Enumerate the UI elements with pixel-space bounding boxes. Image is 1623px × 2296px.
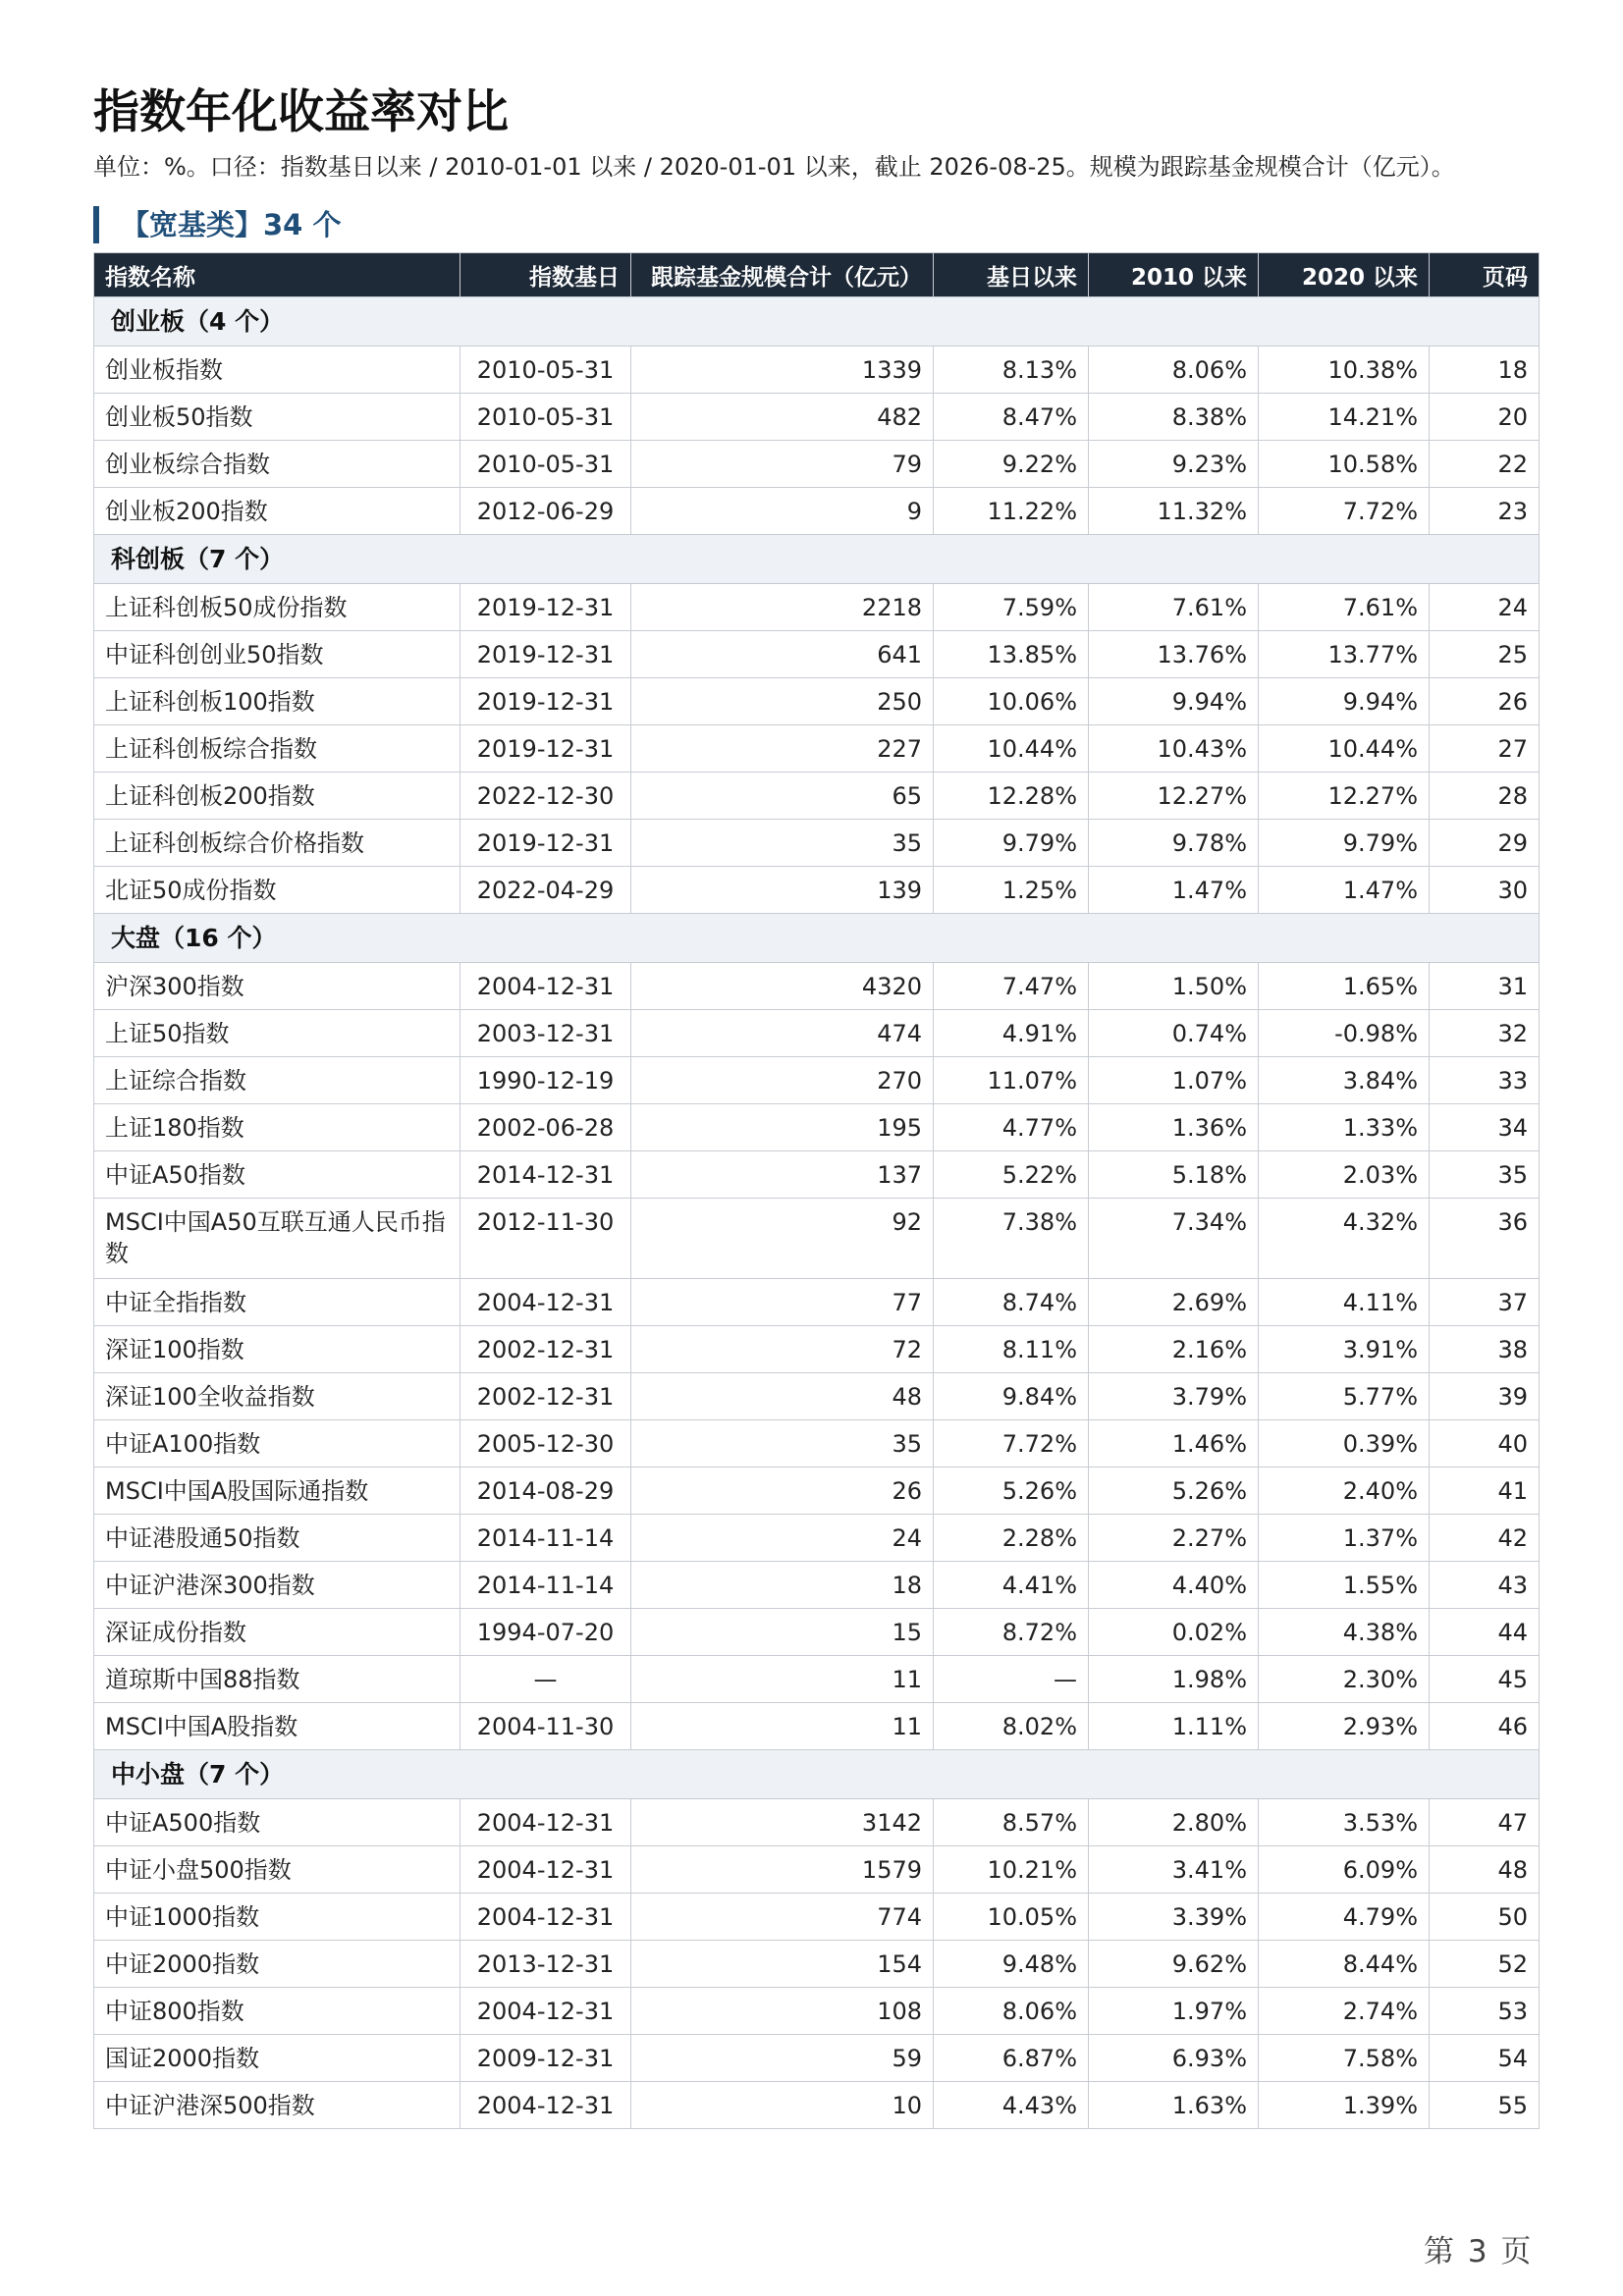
page-cell: 24 (1430, 584, 1540, 631)
since-2020-cell: 0.39% (1259, 1420, 1430, 1468)
base-date-cell: 2004-12-31 (460, 1894, 631, 1941)
index-name-cell: 深证100全收益指数 (94, 1373, 460, 1420)
base-date-cell: 2019-12-31 (460, 584, 631, 631)
base-date-cell: 2010-05-31 (460, 394, 631, 441)
group-header-row (94, 1750, 1540, 1799)
base-date-cell: 2014-11-14 (460, 1515, 631, 1562)
since-2010-cell: 1.98% (1089, 1656, 1259, 1703)
fund-size-cell: 10 (631, 2082, 934, 2129)
page-cell: 54 (1430, 2035, 1540, 2082)
index-name-cell: MSCI中国A股国际通指数 (94, 1468, 460, 1515)
since-base-cell: 4.43% (934, 2082, 1089, 2129)
base-date-cell: 2004-12-31 (460, 1279, 631, 1326)
since-base-cell: 8.02% (934, 1703, 1089, 1750)
since-2010-cell: 2.80% (1089, 1799, 1259, 1846)
base-date-cell: 2005-12-30 (460, 1420, 631, 1468)
column-header-index-name: 指数名称 (94, 253, 460, 297)
since-base-cell: 13.85% (934, 631, 1089, 678)
page-cell: 53 (1430, 1988, 1540, 2035)
since-base-cell: 4.41% (934, 1562, 1089, 1609)
since-2020-cell: 5.77% (1259, 1373, 1430, 1420)
fund-size-cell: 482 (631, 394, 934, 441)
since-2010-cell: 5.18% (1089, 1151, 1259, 1199)
fund-size-cell: 195 (631, 1104, 934, 1151)
base-date-cell: 2002-12-31 (460, 1373, 631, 1420)
base-date-cell: 2010-05-31 (460, 441, 631, 488)
since-2020-cell: 2.74% (1259, 1988, 1430, 2035)
table-row (94, 1703, 1540, 1750)
since-2010-cell: 2.27% (1089, 1515, 1259, 1562)
since-base-cell: 7.59% (934, 584, 1089, 631)
table-row (94, 584, 1540, 631)
since-2010-cell: 0.02% (1089, 1609, 1259, 1656)
page-cell: 52 (1430, 1941, 1540, 1988)
page-cell: 55 (1430, 2082, 1540, 2129)
table-body (94, 297, 1540, 2129)
index-name-cell: 创业板50指数 (94, 394, 460, 441)
since-2010-cell: 2.16% (1089, 1326, 1259, 1373)
index-name-cell: 深证成份指数 (94, 1609, 460, 1656)
page-cell: 34 (1430, 1104, 1540, 1151)
group-header-row (94, 914, 1540, 963)
index-name-cell: 中证小盘500指数 (94, 1846, 460, 1894)
base-date-cell: 2014-11-14 (460, 1562, 631, 1609)
since-2020-cell: -0.98% (1259, 1010, 1430, 1057)
fund-size-cell: 92 (631, 1199, 934, 1279)
since-2010-cell: 0.74% (1089, 1010, 1259, 1057)
index-name-cell: 上证科创板200指数 (94, 773, 460, 820)
page-cell: 40 (1430, 1420, 1540, 1468)
since-base-cell: 7.72% (934, 1420, 1089, 1468)
index-return-table-container (93, 252, 1539, 2129)
since-2010-cell: 7.61% (1089, 584, 1259, 631)
since-base-cell: 9.79% (934, 820, 1089, 867)
page-cell: 35 (1430, 1151, 1540, 1199)
fund-size-cell: 11 (631, 1656, 934, 1703)
group-label: 科创板（7 个） (94, 535, 1540, 584)
index-name-cell: 上证科创板综合指数 (94, 725, 460, 773)
base-date-cell: 2002-12-31 (460, 1326, 631, 1373)
since-2010-cell: 8.38% (1089, 394, 1259, 441)
since-base-cell: 4.77% (934, 1104, 1089, 1151)
column-header-fund-size: 跟踪基金规模合计（亿元） (631, 253, 934, 297)
index-name-cell: 中证科创创业50指数 (94, 631, 460, 678)
fund-size-cell: 15 (631, 1609, 934, 1656)
page-cell: 36 (1430, 1199, 1540, 1279)
since-2020-cell: 3.91% (1259, 1326, 1430, 1373)
since-base-cell: 10.05% (934, 1894, 1089, 1941)
table-row (94, 1799, 1540, 1846)
base-date-cell: 2019-12-31 (460, 678, 631, 725)
table-header-row (94, 253, 1540, 297)
page-cell: 26 (1430, 678, 1540, 725)
index-name-cell: 深证100指数 (94, 1326, 460, 1373)
fund-size-cell: 108 (631, 1988, 934, 2035)
table-row (94, 1199, 1540, 1279)
column-header-since-base: 基日以来 (934, 253, 1089, 297)
table-row (94, 1988, 1540, 2035)
base-date-cell: 2013-12-31 (460, 1941, 631, 1988)
fund-size-cell: 474 (631, 1010, 934, 1057)
page-cell: 32 (1430, 1010, 1540, 1057)
page-cell: 20 (1430, 394, 1540, 441)
since-2020-cell: 1.37% (1259, 1515, 1430, 1562)
table-row (94, 1941, 1540, 1988)
since-base-cell: 9.84% (934, 1373, 1089, 1420)
table-row (94, 725, 1540, 773)
table-row (94, 678, 1540, 725)
base-date-cell: 2012-06-29 (460, 488, 631, 535)
since-2020-cell: 1.47% (1259, 867, 1430, 914)
index-name-cell: MSCI中国A50互联互通人民币指数 (94, 1199, 460, 1279)
page-cell: 25 (1430, 631, 1540, 678)
fund-size-cell: 48 (631, 1373, 934, 1420)
since-base-cell: 5.22% (934, 1151, 1089, 1199)
since-base-cell: 8.74% (934, 1279, 1089, 1326)
table-row (94, 1279, 1540, 1326)
page-cell: 38 (1430, 1326, 1540, 1373)
since-2020-cell: 4.32% (1259, 1199, 1430, 1279)
group-header-row (94, 297, 1540, 347)
since-base-cell: 8.72% (934, 1609, 1089, 1656)
base-date-cell: 1990-12-19 (460, 1057, 631, 1104)
base-date-cell: 2010-05-31 (460, 347, 631, 394)
since-2010-cell: 1.11% (1089, 1703, 1259, 1750)
fund-size-cell: 1579 (631, 1846, 934, 1894)
since-base-cell: 4.91% (934, 1010, 1089, 1057)
base-date-cell: 2004-12-31 (460, 1988, 631, 2035)
since-2020-cell: 12.27% (1259, 773, 1430, 820)
since-2020-cell: 8.44% (1259, 1941, 1430, 1988)
fund-size-cell: 59 (631, 2035, 934, 2082)
table-row (94, 394, 1540, 441)
base-date-cell: 2014-12-31 (460, 1151, 631, 1199)
base-date-cell: 2022-12-30 (460, 773, 631, 820)
page-cell: 39 (1430, 1373, 1540, 1420)
table-row (94, 1057, 1540, 1104)
since-2020-cell: 13.77% (1259, 631, 1430, 678)
since-2020-cell: 3.84% (1259, 1057, 1430, 1104)
index-name-cell: 国证2000指数 (94, 2035, 460, 2082)
index-name-cell: 中证全指指数 (94, 1279, 460, 1326)
fund-size-cell: 26 (631, 1468, 934, 1515)
since-base-cell: 1.25% (934, 867, 1089, 914)
table-row (94, 1373, 1540, 1420)
page-cell: 31 (1430, 963, 1540, 1010)
column-header-since-2010: 2010 以来 (1089, 253, 1259, 297)
group-header-row (94, 535, 1540, 584)
index-name-cell: 中证沪港深500指数 (94, 2082, 460, 2129)
page-cell: 50 (1430, 1894, 1540, 1941)
since-2020-cell: 9.79% (1259, 820, 1430, 867)
page-cell: 30 (1430, 867, 1540, 914)
index-name-cell: 中证A100指数 (94, 1420, 460, 1468)
page-cell: 27 (1430, 725, 1540, 773)
since-2020-cell: 10.38% (1259, 347, 1430, 394)
table-row (94, 2035, 1540, 2082)
since-base-cell: 11.22% (934, 488, 1089, 535)
since-2020-cell: 9.94% (1259, 678, 1430, 725)
since-2020-cell: 1.33% (1259, 1104, 1430, 1151)
since-base-cell: 10.21% (934, 1846, 1089, 1894)
since-2010-cell: 9.62% (1089, 1941, 1259, 1988)
table-row (94, 347, 1540, 394)
since-2010-cell: 13.76% (1089, 631, 1259, 678)
fund-size-cell: 2218 (631, 584, 934, 631)
fund-size-cell: 774 (631, 1894, 934, 1941)
since-2010-cell: 9.78% (1089, 820, 1259, 867)
since-base-cell: 9.48% (934, 1941, 1089, 1988)
table-row (94, 1846, 1540, 1894)
since-2010-cell: 2.69% (1089, 1279, 1259, 1326)
since-2020-cell: 10.44% (1259, 725, 1430, 773)
since-base-cell: 7.38% (934, 1199, 1089, 1279)
since-2010-cell: 1.36% (1089, 1104, 1259, 1151)
since-base-cell: 7.47% (934, 963, 1089, 1010)
fund-size-cell: 139 (631, 867, 934, 914)
page-cell: 28 (1430, 773, 1540, 820)
page-cell: 46 (1430, 1703, 1540, 1750)
fund-size-cell: 250 (631, 678, 934, 725)
table-row (94, 2082, 1540, 2129)
index-name-cell: 中证2000指数 (94, 1941, 460, 1988)
column-header-base-date: 指数基日 (460, 253, 631, 297)
fund-size-cell: 35 (631, 1420, 934, 1468)
since-2020-cell: 3.53% (1259, 1799, 1430, 1846)
index-name-cell: 上证50指数 (94, 1010, 460, 1057)
fund-size-cell: 641 (631, 631, 934, 678)
base-date-cell: 2003-12-31 (460, 1010, 631, 1057)
since-2010-cell: 4.40% (1089, 1562, 1259, 1609)
since-2020-cell: 1.39% (1259, 2082, 1430, 2129)
group-label: 创业板（4 个） (94, 297, 1540, 347)
since-2010-cell: 3.39% (1089, 1894, 1259, 1941)
fund-size-cell: 4320 (631, 963, 934, 1010)
index-name-cell: 上证科创板50成份指数 (94, 584, 460, 631)
table-row (94, 1894, 1540, 1941)
group-label: 大盘（16 个） (94, 914, 1540, 963)
index-name-cell: 创业板指数 (94, 347, 460, 394)
table-row (94, 441, 1540, 488)
table-row (94, 631, 1540, 678)
page-cell: 18 (1430, 347, 1540, 394)
base-date-cell: 2014-08-29 (460, 1468, 631, 1515)
base-date-cell: 2004-12-31 (460, 2082, 631, 2129)
base-date-cell: 2004-12-31 (460, 1846, 631, 1894)
fund-size-cell: 227 (631, 725, 934, 773)
table-row (94, 867, 1540, 914)
base-date-cell: 2019-12-31 (460, 631, 631, 678)
since-base-cell: 10.44% (934, 725, 1089, 773)
fund-size-cell: 24 (631, 1515, 934, 1562)
since-2020-cell: 7.61% (1259, 584, 1430, 631)
since-base-cell: — (934, 1656, 1089, 1703)
index-name-cell: 中证港股通50指数 (94, 1515, 460, 1562)
since-2010-cell: 8.06% (1089, 347, 1259, 394)
since-2010-cell: 1.47% (1089, 867, 1259, 914)
since-2020-cell: 2.93% (1259, 1703, 1430, 1750)
since-2020-cell: 6.09% (1259, 1846, 1430, 1894)
index-name-cell: 创业板综合指数 (94, 441, 460, 488)
page-cell: 44 (1430, 1609, 1540, 1656)
index-name-cell: MSCI中国A股指数 (94, 1703, 460, 1750)
page-cell: 22 (1430, 441, 1540, 488)
table-row (94, 1151, 1540, 1199)
since-2020-cell: 10.58% (1259, 441, 1430, 488)
since-2020-cell: 4.79% (1259, 1894, 1430, 1941)
since-2020-cell: 1.65% (1259, 963, 1430, 1010)
base-date-cell: 2004-11-30 (460, 1703, 631, 1750)
page-cell: 29 (1430, 820, 1540, 867)
since-base-cell: 9.22% (934, 441, 1089, 488)
since-2010-cell: 10.43% (1089, 725, 1259, 773)
table-row (94, 1609, 1540, 1656)
page-subtitle: 单位：%。口径：指数基日以来 / 2010-01-01 以来 / 2020-01-01 以来，截止 2026-08-25。规模为跟踪基金规模合计（亿元）。 (93, 153, 1455, 181)
index-name-cell: 中证A50指数 (94, 1151, 460, 1199)
since-2010-cell: 12.27% (1089, 773, 1259, 820)
since-base-cell: 5.26% (934, 1468, 1089, 1515)
since-base-cell: 8.47% (934, 394, 1089, 441)
index-name-cell: 创业板200指数 (94, 488, 460, 535)
table-row (94, 820, 1540, 867)
base-date-cell: 1994-07-20 (460, 1609, 631, 1656)
fund-size-cell: 35 (631, 820, 934, 867)
index-name-cell: 道琼斯中国88指数 (94, 1656, 460, 1703)
index-name-cell: 中证沪港深300指数 (94, 1562, 460, 1609)
since-2010-cell: 1.97% (1089, 1988, 1259, 2035)
section-heading: 【宽基类】34 个 (93, 206, 341, 243)
since-2010-cell: 3.79% (1089, 1373, 1259, 1420)
fund-size-cell: 1339 (631, 347, 934, 394)
table-row (94, 1468, 1540, 1515)
since-2010-cell: 9.94% (1089, 678, 1259, 725)
column-header-since-2020: 2020 以来 (1259, 253, 1430, 297)
since-base-cell: 8.57% (934, 1799, 1089, 1846)
since-2020-cell: 7.72% (1259, 488, 1430, 535)
since-2010-cell: 3.41% (1089, 1846, 1259, 1894)
fund-size-cell: 270 (631, 1057, 934, 1104)
table-row (94, 1104, 1540, 1151)
page-cell: 42 (1430, 1515, 1540, 1562)
since-2020-cell: 7.58% (1259, 2035, 1430, 2082)
base-date-cell: 2004-12-31 (460, 963, 631, 1010)
table-row (94, 1420, 1540, 1468)
since-base-cell: 10.06% (934, 678, 1089, 725)
base-date-cell: 2022-04-29 (460, 867, 631, 914)
table-row (94, 1326, 1540, 1373)
since-2020-cell: 1.55% (1259, 1562, 1430, 1609)
table-row (94, 488, 1540, 535)
since-base-cell: 6.87% (934, 2035, 1089, 2082)
page-cell: 45 (1430, 1656, 1540, 1703)
index-name-cell: 上证科创板综合价格指数 (94, 820, 460, 867)
page-cell: 47 (1430, 1799, 1540, 1846)
since-base-cell: 11.07% (934, 1057, 1089, 1104)
since-2010-cell: 11.32% (1089, 488, 1259, 535)
fund-size-cell: 65 (631, 773, 934, 820)
page-cell: 43 (1430, 1562, 1540, 1609)
fund-size-cell: 3142 (631, 1799, 934, 1846)
fund-size-cell: 79 (631, 441, 934, 488)
index-name-cell: 上证综合指数 (94, 1057, 460, 1104)
index-return-table (93, 252, 1540, 2129)
since-2020-cell: 4.38% (1259, 1609, 1430, 1656)
table-row (94, 773, 1540, 820)
since-base-cell: 8.06% (934, 1988, 1089, 2035)
table-row (94, 963, 1540, 1010)
since-2020-cell: 14.21% (1259, 394, 1430, 441)
since-2010-cell: 1.50% (1089, 963, 1259, 1010)
index-name-cell: 中证800指数 (94, 1988, 460, 2035)
since-2010-cell: 5.26% (1089, 1468, 1259, 1515)
base-date-cell: — (460, 1656, 631, 1703)
table-row (94, 1010, 1540, 1057)
fund-size-cell: 77 (631, 1279, 934, 1326)
group-label: 中小盘（7 个） (94, 1750, 1540, 1799)
since-2010-cell: 9.23% (1089, 441, 1259, 488)
page-title: 指数年化收益率对比 (93, 85, 509, 139)
table-row (94, 1656, 1540, 1703)
since-2020-cell: 2.40% (1259, 1468, 1430, 1515)
index-name-cell: 上证科创板100指数 (94, 678, 460, 725)
since-2020-cell: 2.30% (1259, 1656, 1430, 1703)
index-name-cell: 北证50成份指数 (94, 867, 460, 914)
since-2010-cell: 1.63% (1089, 2082, 1259, 2129)
column-header-page: 页码 (1430, 253, 1540, 297)
since-2020-cell: 2.03% (1259, 1151, 1430, 1199)
index-name-cell: 上证180指数 (94, 1104, 460, 1151)
index-name-cell: 中证A500指数 (94, 1799, 460, 1846)
base-date-cell: 2009-12-31 (460, 2035, 631, 2082)
fund-size-cell: 11 (631, 1703, 934, 1750)
base-date-cell: 2019-12-31 (460, 820, 631, 867)
fund-size-cell: 9 (631, 488, 934, 535)
index-name-cell: 中证1000指数 (94, 1894, 460, 1941)
since-2010-cell: 1.07% (1089, 1057, 1259, 1104)
base-date-cell: 2002-06-28 (460, 1104, 631, 1151)
fund-size-cell: 72 (631, 1326, 934, 1373)
since-base-cell: 2.28% (934, 1515, 1089, 1562)
since-2020-cell: 4.11% (1259, 1279, 1430, 1326)
since-2010-cell: 6.93% (1089, 2035, 1259, 2082)
page-cell: 37 (1430, 1279, 1540, 1326)
page-cell: 41 (1430, 1468, 1540, 1515)
since-base-cell: 8.13% (934, 347, 1089, 394)
base-date-cell: 2004-12-31 (460, 1799, 631, 1846)
table-row (94, 1562, 1540, 1609)
fund-size-cell: 18 (631, 1562, 934, 1609)
page-cell: 23 (1430, 488, 1540, 535)
page-cell: 48 (1430, 1846, 1540, 1894)
fund-size-cell: 137 (631, 1151, 934, 1199)
table-row (94, 1515, 1540, 1562)
since-base-cell: 8.11% (934, 1326, 1089, 1373)
since-base-cell: 12.28% (934, 773, 1089, 820)
base-date-cell: 2019-12-31 (460, 725, 631, 773)
index-name-cell: 沪深300指数 (94, 963, 460, 1010)
since-2010-cell: 1.46% (1089, 1420, 1259, 1468)
base-date-cell: 2012-11-30 (460, 1199, 631, 1279)
page-number: 第 3 页 (1424, 2234, 1534, 2269)
since-2010-cell: 7.34% (1089, 1199, 1259, 1279)
page-cell: 33 (1430, 1057, 1540, 1104)
fund-size-cell: 154 (631, 1941, 934, 1988)
